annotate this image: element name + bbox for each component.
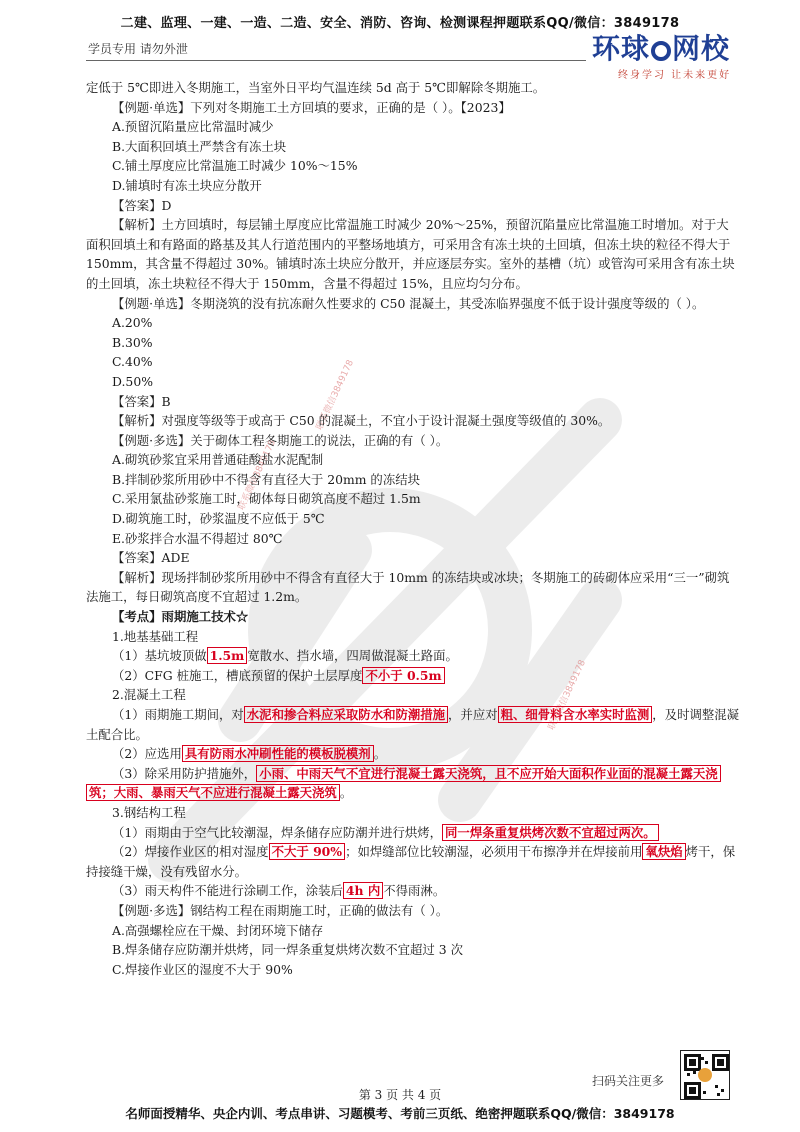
qr-finder (712, 1054, 729, 1071)
explanation: 【解析】现场拌制砂浆所用砂中不得含有直径大于 10mm 的冻结块或冰块；冬期施工的砖砌体应采用“三一”砌筑法施工，每日砌筑高度不宜超过 1.2m。 (86, 569, 730, 605)
subsection-title: 3.钢结构工程 (112, 804, 186, 820)
watermark-text: 联系微信3849178 (314, 358, 357, 432)
rule-text: ；如焊缝部位比较潮湿，必须用干布擦净并在焊接前用 (345, 844, 643, 860)
rule-text: （1）雨期由于空气比较潮湿，焊条储存应防潮并进行烘烤， (112, 824, 443, 840)
logo-text-part2: 网校 (672, 32, 731, 65)
option-b: B.拌制砂浆所用砂中不得含有直径大于 20mm 的冻结块 (112, 471, 420, 487)
option-b: B.焊条储存应防潮并烘烤，同一焊条重复烘烤次数不宜超过 3 次 (112, 942, 463, 958)
question-stem: 【例题·多选】关于砌体工程冬期施工的说法，正确的有（ ）。 (112, 432, 449, 448)
logo-text-part1: 环球 (592, 32, 651, 65)
watermark-text: 联系微信3849178 (236, 438, 279, 512)
key-highlight: 不大于 90% (269, 843, 346, 860)
rule-text: 。 (373, 746, 387, 762)
option-d: D.铺填时有冻土块应分散开 (112, 177, 262, 193)
key-highlight: 氧炔焰 (642, 843, 685, 860)
rule-text: ，及时调整混凝土配合比。 (86, 707, 740, 742)
rule-text: （1）基坑坡顶做 (112, 648, 207, 664)
option-a: A.预留沉陷量应比常温时减少 (112, 119, 274, 135)
qr-module (705, 1061, 708, 1064)
key-highlight: 1.5m (207, 647, 248, 664)
top-contact-banner: 二建、监理、一建、一造、二造、安全、消防、咨询、检测课程押题联系QQ/微信：3849178 (120, 16, 680, 31)
rule-text: （2）焊接作业区的相对湿度 (112, 844, 269, 860)
option-a: A.砌筑砂浆宜采用普通硅酸盐水泥配制 (112, 452, 324, 468)
rule-text: 不得雨淋。 (383, 883, 446, 899)
key-highlight: 4h 内 (343, 882, 383, 899)
question-stem: 【例题·单选】下列对冬期施工土方回填的要求，正确的是（ ）。【2023】 (112, 99, 511, 115)
rule-text: 宽散水、挡水墙，四周做混凝土路面。 (247, 648, 458, 664)
rule-item (86, 881, 740, 901)
option-d: D.50% (112, 373, 153, 389)
key-highlight: 同一焊条重复烘烤次数不宜超过两次。 (442, 824, 659, 841)
logo-wordmark (592, 34, 742, 64)
option-e: E.砂浆拌合水温不得超过 80℃ (112, 530, 283, 546)
qr-caption: 扫码关注更多 (592, 1074, 665, 1088)
key-highlight: 粗、细骨料含水率实时监测 (498, 706, 653, 723)
question-stem: 【例题·单选】冬期浇筑的没有抗冻耐久性要求的 C50 混凝土，其受冻临界强度不低于设计强度等级的（ ）。 (112, 295, 705, 311)
page-number: 第 3 页 共 4 页 (358, 1088, 442, 1102)
qr-module (693, 1071, 696, 1074)
option-b: B.大面积回填土严禁含有冻土块 (112, 138, 287, 154)
rule-text: （2）应选用 (112, 746, 182, 762)
question-stem: 【例题·多选】钢结构工程在雨期施工时，正确的做法有（ ）。 (112, 902, 449, 918)
option-d: D.砌筑施工时，砂浆温度不应低于 5℃ (112, 511, 325, 527)
header-note: 学员专用 请勿外泄 (88, 42, 188, 56)
rule-text: （3）除采用防护措施外， (112, 765, 257, 781)
watermark-text: 联系微信3849178 (546, 658, 589, 732)
document-body (86, 78, 740, 979)
rule-text: （2）CFG 桩施工，槽底预留的保护土层厚度 (112, 667, 363, 683)
rule-text: 。 (339, 785, 353, 801)
rule-text: ，并应对 (448, 707, 498, 722)
qr-module (687, 1073, 690, 1076)
answer: 【答案】D (112, 197, 172, 213)
brand-logo (592, 34, 742, 81)
subsection-title: 1.地基基础工程 (112, 628, 199, 644)
option-c: C.铺土厚度应比常温施工时减少 10%～15% (112, 158, 358, 174)
option-a: A.20% (112, 315, 153, 331)
key-highlight: 水泥和掺合料应采取防水和防潮措施 (244, 706, 448, 723)
rule-item (86, 823, 740, 843)
explanation: 【解析】土方回填时，每层铺土厚度应比常温施工时减少 20%～25%，预留沉陷量应比常温施工时增加。对于大面积回填土和有路面的路基及其人行道范围内的平整场地填方，可采用含有冻土块的土回填，但冻土块的粒径不得大于 150mm，其含量不得超过 30%。铺填时冻土块应分散开，并应逐层夯实。室外的基槽（坑）或管沟可采用含有冻土块的土回填，冻土块粒径不得大于 150mm，含量不得超过 15%，且应均匀分布。 (86, 217, 735, 291)
rule-item (86, 646, 740, 666)
answer: 【答案】B (112, 393, 171, 409)
option-c: C.采用氯盐砂浆施工时，砌体每日砌筑高度不超过 1.5m (112, 491, 421, 507)
rule-item (86, 842, 740, 881)
rule-item (86, 764, 740, 803)
key-highlight: 具有防雨水冲刷性能的模板脱模剂 (182, 745, 374, 762)
logo-ring-icon (651, 41, 671, 61)
rule-item (86, 666, 740, 686)
option-a: A.高强螺栓应在干燥、封闭环境下储存 (112, 922, 324, 938)
key-highlight: 不小于 0.5m (362, 667, 444, 684)
rule-item (86, 744, 740, 764)
qr-center-logo (698, 1068, 712, 1082)
header-divider (86, 60, 586, 61)
bottom-contact-banner: 名师面授精华、央企内训、考点串讲、习题模考、考前三页纸、绝密押题联系QQ/微信：3849178 (125, 1106, 675, 1121)
subsection-title: 2.混凝土工程 (112, 687, 186, 703)
rule-text: 烤干，保持接缝干燥，没有残留水分。 (86, 844, 736, 879)
option-b: B.30% (112, 334, 153, 350)
answer: 【答案】ADE (112, 550, 190, 566)
key-highlight: 小雨、中雨天气不宜进行混凝土露天浇筑，且不应开始大面积作业面的混凝土露天浇筑；大雨、暴雨天气不应进行混凝土露天浇筑 (86, 765, 721, 802)
explanation: 【解析】对强度等级等于或高于 C50 的混凝土，不宜小于设计混凝土强度等级值的 30%。 (112, 413, 611, 429)
qr-finder (684, 1054, 701, 1071)
qr-module (701, 1057, 704, 1060)
option-c: C.40% (112, 354, 153, 370)
option-c: C.焊接作业区的湿度不大于 90% (112, 961, 293, 977)
rule-item (86, 705, 740, 744)
logo-tagline: 终身学习 让未来更好 (618, 70, 732, 81)
rule-text: （3）雨天构件不能进行涂刷工作，涂装后 (112, 883, 343, 899)
rule-text: （1）雨期施工期间，对 (112, 707, 244, 722)
paragraph: 定低于 5℃即进入冬期施工，当室外日平均气温连续 5d 高于 5℃即解除冬期施工。 (86, 80, 546, 95)
section-heading: 【考点】雨期施工技术☆ (112, 609, 249, 625)
